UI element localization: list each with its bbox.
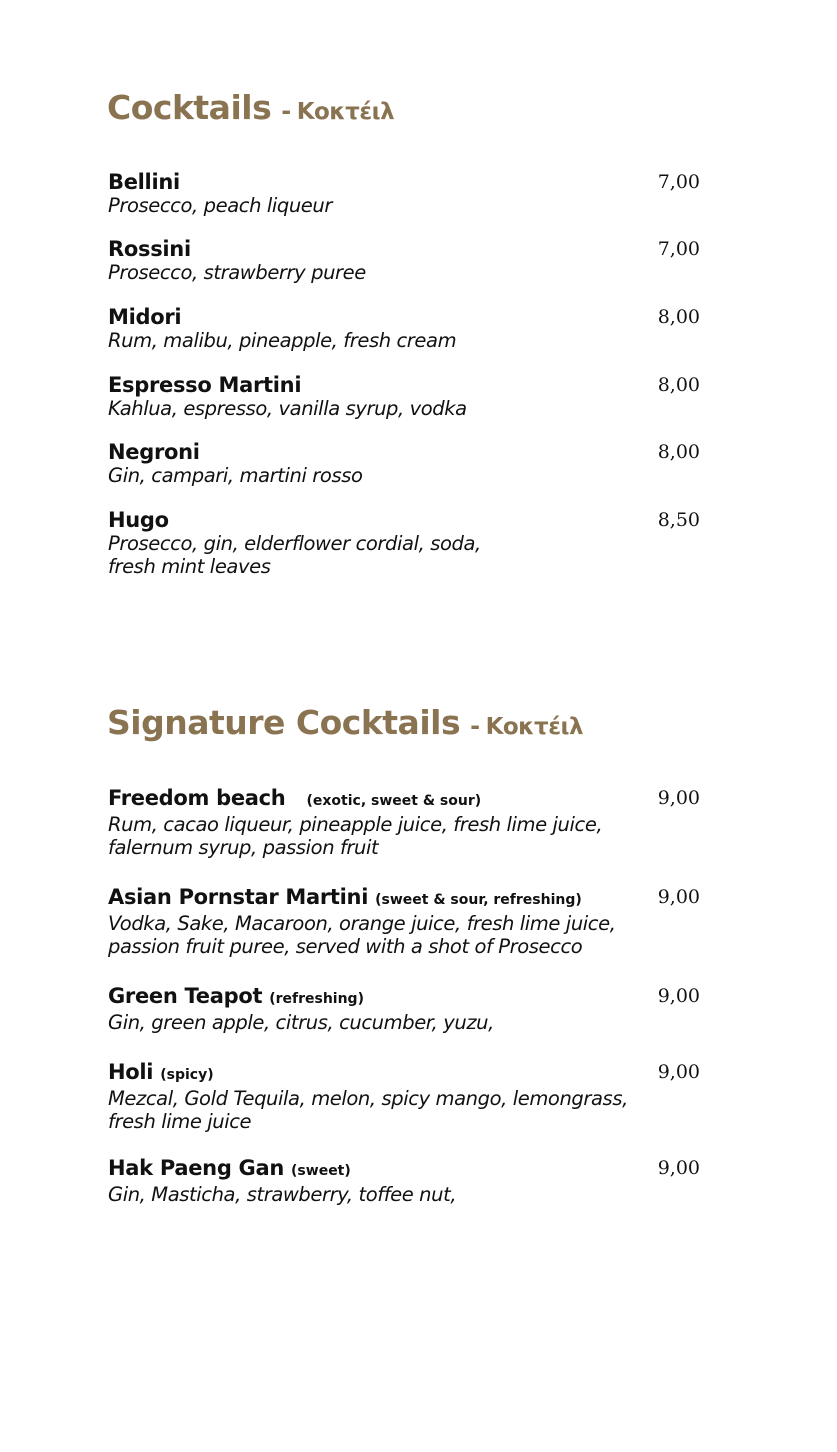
item-name: Asian Pornstar Martini (108, 885, 369, 909)
section-subtitle-greek: Κοκτέιλ (296, 99, 395, 125)
item-price: 8,00 (657, 441, 700, 463)
item-price: 7,00 (657, 171, 700, 193)
menu-item-hak-paeng-gan (108, 1156, 700, 1206)
section-title-text: Signature Cocktails (107, 703, 461, 742)
item-description: Vodka, Sake, Macaroon, orange juice, fresh lime juice, passion fruit puree, served with a shot of Prosecco (108, 912, 616, 958)
item-flavor-note: (sweet & sour, refreshing) (375, 892, 582, 908)
item-flavor-note: (refreshing) (269, 991, 364, 1007)
item-flavor-note: (spicy) (160, 1067, 214, 1083)
menu-item-rossini (108, 237, 700, 284)
item-name: Bellini (108, 170, 180, 194)
section-title-cocktails (107, 88, 394, 127)
section-subtitle-greek: Κοκτέιλ (485, 714, 584, 740)
item-price: 7,00 (657, 238, 700, 260)
item-description: Gin, green apple, citrus, cucumber, yuzu, (108, 1011, 494, 1034)
menu-item-midori (108, 305, 700, 352)
item-description: Rum, cacao liqueur, pineapple juice, fresh lime juice, falernum syrup, passion fruit (108, 813, 603, 859)
menu-item-negroni (108, 440, 700, 487)
item-name: Espresso Martini (108, 373, 302, 397)
item-price: 9,00 (657, 787, 700, 809)
item-name: Rossini (108, 237, 191, 261)
menu-item-asian-pornstar-martini (108, 885, 700, 958)
item-price: 8,50 (657, 509, 700, 531)
item-description: Gin, campari, martini rosso (108, 464, 363, 487)
item-description: Gin, Masticha, strawberry, toffee nut, (108, 1183, 457, 1206)
menu-item-holi (108, 1060, 700, 1133)
item-name: Holi (108, 1060, 154, 1084)
title-separator: - (281, 97, 291, 125)
item-name: Midori (108, 305, 182, 329)
item-name: Green Teapot (108, 984, 263, 1008)
menu-item-green-teapot (108, 984, 700, 1034)
item-name: Hak Paeng Gan (108, 1156, 285, 1180)
menu-item-hugo (108, 508, 700, 578)
menu-item-freedom-beach (108, 786, 700, 859)
item-flavor-note: (exotic, sweet & sour) (306, 793, 482, 809)
item-price: 9,00 (657, 985, 700, 1007)
item-description: Kahlua, espresso, vanilla syrup, vodka (108, 397, 467, 420)
item-flavor-note: (sweet) (291, 1163, 351, 1179)
item-price: 9,00 (657, 1061, 700, 1083)
item-description: Prosecco, peach liqueur (108, 194, 332, 217)
item-description: Prosecco, gin, elderflower cordial, soda, fresh mint leaves (108, 532, 481, 578)
item-name: Negroni (108, 440, 200, 464)
item-price: 8,00 (657, 374, 700, 396)
item-price: 9,00 (657, 886, 700, 908)
menu-item-espresso-martini (108, 373, 700, 420)
item-name: Freedom beach (108, 786, 286, 810)
item-description: Prosecco, strawberry puree (108, 261, 366, 284)
item-price: 9,00 (657, 1157, 700, 1179)
item-price: 8,00 (657, 306, 700, 328)
section-title-signature-cocktails (107, 703, 583, 742)
item-name: Hugo (108, 508, 169, 532)
section-title-text: Cocktails (107, 88, 272, 127)
item-description: Rum, malibu, pineapple, fresh cream (108, 329, 457, 352)
title-separator: - (470, 712, 480, 740)
item-description: Mezcal, Gold Tequila, melon, spicy mango, lemongrass, fresh lime juice (108, 1087, 628, 1133)
menu-item-bellini (108, 170, 700, 217)
